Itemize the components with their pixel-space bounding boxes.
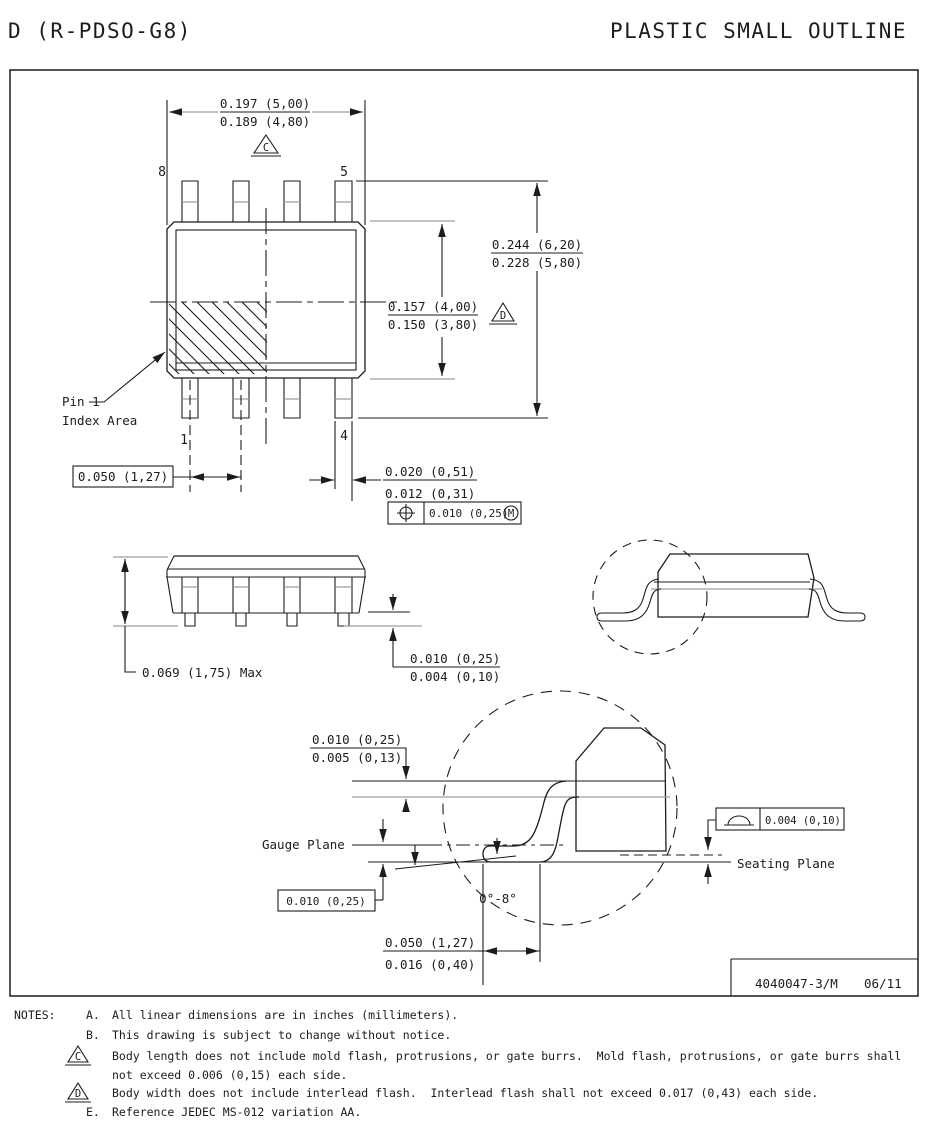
height-dimension: [113, 557, 263, 680]
span-dim-max: 0.244 (6,20): [491, 237, 583, 252]
notes-label: NOTES:: [14, 1008, 56, 1022]
pin-number-1: 1: [180, 433, 188, 448]
package-code-title: D (R-PDSO-G8): [8, 19, 192, 43]
pin1-label-line1: Pin 1: [62, 394, 100, 409]
flatness-callout: [620, 808, 844, 884]
pin-number-4: 4: [340, 429, 348, 444]
width-dim-min: 0.189 (4,80): [219, 114, 311, 129]
note-d-text: Body width does not include interlead flash. Interlead flash shall not exceed 0.017 (0,43) each side.: [112, 1086, 819, 1100]
seating-plane: [368, 856, 835, 871]
pin1-leader-arrow: [89, 352, 165, 402]
note-a-id: A.: [86, 1008, 100, 1022]
bottom-pins: [182, 378, 352, 418]
lead-angle-value: 0°-8°: [479, 891, 517, 906]
note-c-text-line2: not exceed 0.006 (0,15) each side.: [112, 1068, 348, 1082]
position-symbol-icon: [397, 504, 415, 522]
pin-number-8: 8: [158, 165, 166, 180]
thickness-dimension: [310, 732, 406, 812]
drawing-number: 4040047-3/M: [755, 976, 838, 991]
mmc-modifier-letter: M: [507, 508, 515, 520]
flatness-symbol-icon: [724, 816, 754, 825]
package-type-title: PLASTIC SMALL OUTLINE: [609, 19, 907, 43]
note-d-flag-letter: D: [74, 1088, 82, 1100]
top-view: [62, 96, 583, 524]
body-dim-max: 0.157 (4,00): [387, 299, 479, 314]
width-dim-max: 0.197 (5,00): [219, 96, 311, 111]
note-c-flag-letter: C: [74, 1051, 82, 1063]
gauge-plane: [262, 819, 565, 911]
standoff-dimension: [344, 594, 500, 684]
detail-circle: [443, 691, 677, 925]
note-e-id: E.: [86, 1105, 100, 1119]
detail-body-corner: [576, 728, 666, 851]
note-c-text-line1: Body length does not include mold flash, protrusions, or gate burrs. Mold flash, protrusions, or gate burrs shall: [112, 1049, 902, 1063]
standoff-dim-max: 0.010 (0,25): [410, 651, 501, 666]
pin1-label-line2: Index Area: [62, 413, 138, 428]
standoff-dim-min: 0.004 (0,10): [410, 669, 501, 684]
foot-dim-max: 0.050 (1,27): [385, 935, 476, 950]
foot-dimension: [383, 864, 540, 985]
note-b-id: B.: [86, 1028, 100, 1042]
height-dim-value: 0.069 (1,75) Max: [142, 665, 263, 680]
lead-width-dim-min: 0.012 (0,31): [385, 486, 476, 501]
gauge-dim-value: 0.010 (0,25): [286, 895, 366, 908]
pitch-dimension: [73, 466, 241, 487]
pin-number-5: 5: [340, 165, 348, 180]
thickness-dim-max: 0.010 (0,25): [312, 732, 403, 747]
end-view-body: [658, 554, 814, 617]
seating-plane-label: Seating Plane: [737, 856, 835, 871]
note-b-text: This drawing is subject to change without notice.: [112, 1028, 452, 1042]
foot-dim-min: 0.016 (0,40): [385, 957, 476, 972]
true-position-value: 0.010 (0,25): [429, 507, 509, 520]
note-e-text: Reference JEDEC MS-012 variation AA.: [112, 1105, 362, 1119]
span-dim-min: 0.228 (5,80): [491, 255, 583, 270]
detail-reference-circle: [593, 540, 707, 654]
thickness-dim-min: 0.005 (0,13): [312, 750, 403, 765]
lead-width-dimension: [309, 421, 477, 501]
body-dim-min: 0.150 (3,80): [387, 317, 479, 332]
true-position-frame: [388, 502, 521, 524]
gauge-plane-label: Gauge Plane: [262, 837, 345, 852]
side-view: [113, 556, 500, 684]
flatness-dim-value: 0.004 (0,10): [765, 815, 841, 827]
left-gullwing-lead: [597, 579, 661, 621]
notes-section: [14, 1008, 901, 1119]
side-view-pins: [182, 577, 352, 626]
note-a-text: All linear dimensions are in inches (millimeters).: [112, 1008, 459, 1022]
top-pins: [182, 181, 352, 222]
pin1-index-area-hatch: [169, 302, 267, 374]
revision-date: 06/11: [864, 976, 902, 991]
lead-angle: [395, 838, 517, 906]
lead-width-dim-max: 0.020 (0,51): [385, 464, 476, 479]
flag-c-letter: C: [262, 142, 270, 154]
pitch-dim-value: 0.050 (1,27): [77, 469, 169, 484]
right-gullwing-lead: [809, 579, 865, 621]
header: [8, 19, 907, 43]
detail-view: [262, 691, 844, 985]
pin1-index-label: [62, 352, 165, 428]
flag-d-letter: D: [499, 310, 507, 322]
title-block: [731, 959, 918, 996]
end-view: [593, 540, 865, 654]
